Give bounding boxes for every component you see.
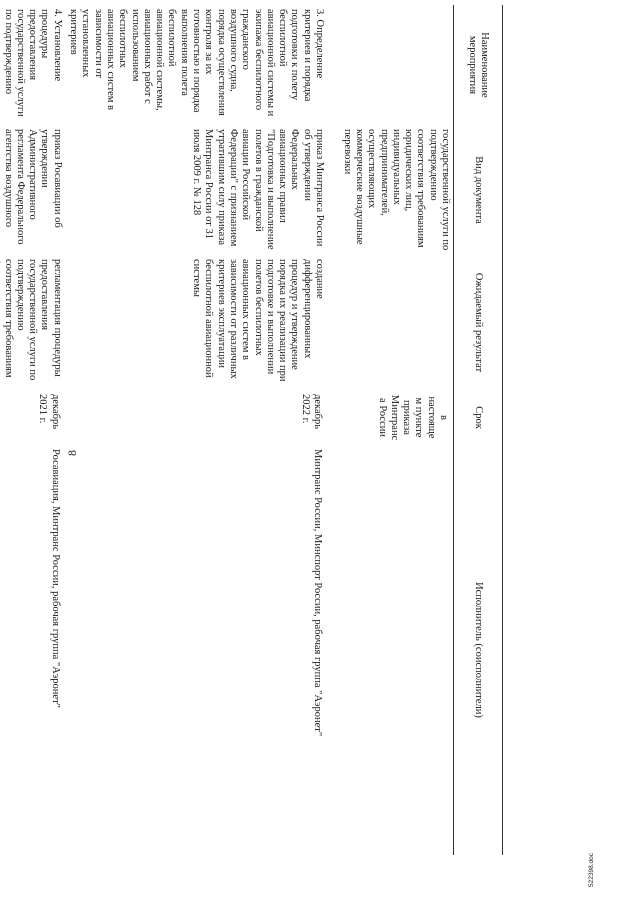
table-header-row <box>454 5 503 855</box>
cell-result <box>327 255 454 390</box>
cell-term: декабрь 2021 г. <box>37 394 61 429</box>
cell-executor: Росавиация, Минтранс России, рабочая группа "Аэронет" <box>49 449 61 708</box>
cell-doc-type: приказ Минтранса России об утверждении Федеральных авиационных правил "Подготовка и выполнение полетов в гражданской авиации Российской Федерации" с признанием утратившим силу приказа Минтранса России от 31 июля 2009 г. № 128 <box>191 129 325 250</box>
table-row <box>65 5 327 855</box>
table-row <box>327 5 454 855</box>
cell-result: создание дифференцированных процедур и утверждение порядка их реализации при подготовке и выполнении полетов беспилотных авиационных систем в зависимости от различных критериев эксплуатации беспилотной авиационной системы <box>191 259 325 382</box>
cell-name: 3. Определение критериев и порядка подготовки к полету беспилотной авиационной системы и экипажа беспилотного гражданского воздушного судна, порядка осуществления контроля за их готовностью и порядка выполнения полета беспилотной авиационной системы, авиационных работ с использованием беспилотных авиационных систем в зависимости от установленных критериев <box>68 9 325 117</box>
page-number: 8 <box>65 450 79 456</box>
cell-term: декабрь 2022 г. <box>299 394 323 429</box>
header-executor: Исполнитель (соисполнители) <box>454 445 503 855</box>
cell-result: регламентация процедуры предоставления государственной услуги по подтверждению соответствия требованиям <box>2 259 63 381</box>
cell-name: 4. Установление процедуры предоставления государственной услуги по подтверждению <box>2 9 63 117</box>
header-term: Срок <box>454 390 503 445</box>
cell-doc-type: приказ Росавиации об утверждении Административного регламента Федерального агентства воздушного <box>2 129 63 245</box>
document-code: 522398.doc <box>588 853 595 887</box>
rotated-table-container <box>1 5 503 855</box>
measures-table <box>0 5 503 855</box>
header-doc-type: Вид документа <box>454 125 503 255</box>
table-row <box>0 5 65 855</box>
cell-name <box>327 5 454 125</box>
cell-term: в настоящем пункте приказа Минтранса России <box>376 394 449 441</box>
cell-executor: Минтранс России, Минспорт России, рабочая группа "Аэронет" <box>312 449 323 737</box>
cell-doc-type: государственной услуги по подтверждению соответствия требованиям юридических лиц, индивидуальных предпринимателей, осуществляющих коммерческие воздушные перевозки <box>341 129 451 251</box>
cell-executor <box>327 445 454 855</box>
header-name: Наименование мероприятия <box>454 5 503 125</box>
header-result: Ожидаемый результат <box>454 255 503 390</box>
